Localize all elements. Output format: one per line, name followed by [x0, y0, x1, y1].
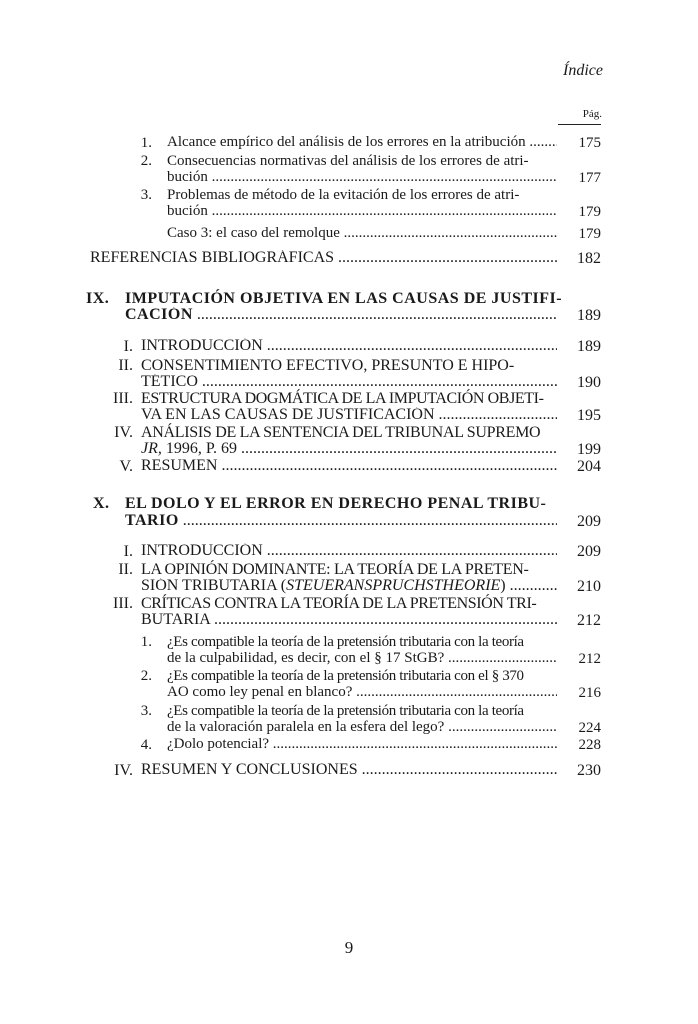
entry-label: II.: [118, 561, 133, 578]
entry-title: ¿Dolo potencial? .....: [167, 737, 557, 752]
toc-entry[interactable]: [141, 338, 557, 354]
entry-page: 195: [577, 407, 601, 424]
page-column-label: Pág.: [582, 108, 602, 120]
entry-page: 175: [578, 135, 601, 151]
entry-page: 216: [578, 685, 601, 701]
entry-label: I.: [123, 543, 133, 560]
entry-page: 177: [578, 170, 601, 186]
toc-entry[interactable]: [167, 651, 557, 666]
entry-title: ¿Es compatible la teoría de la pretensión tributaria con la teoría: [167, 634, 524, 650]
entry-page: 209: [577, 543, 601, 560]
toc-entry[interactable]: [141, 612, 557, 628]
entry-title-cont: AO como ley penal en blanco? .....: [167, 685, 557, 700]
entry-label: IV.: [114, 424, 133, 441]
page-folio: 9: [344, 938, 354, 957]
entry-page: 179: [578, 204, 601, 220]
entry-title: CRÍTICAS CONTRA LA TEORÍA DE LA PRETENSIÓN TRI-: [141, 595, 537, 612]
entry-title-cont: SIÓN TRIBUTARIA (: [141, 578, 287, 594]
toc-entry[interactable]: [141, 543, 557, 559]
entry-label: 3.: [140, 703, 152, 719]
entry-page: 189: [577, 338, 601, 355]
entry-title: CONSENTIMIENTO EFECTIVO, PRESUNTO E HIPO-: [141, 357, 515, 374]
entry-title: ANÁLISIS DE LA SENTENCIA DEL TRIBUNAL SUPREMO: [141, 424, 541, 441]
entry-page: 179: [578, 226, 601, 242]
entry-page: 199: [577, 441, 601, 458]
entry-label: III.: [113, 390, 133, 407]
entry-label: 1.: [140, 634, 152, 650]
entry-page: 224: [578, 720, 601, 736]
toc-entry[interactable]: [167, 685, 557, 700]
entry-title: REFERENCIAS BIBLIOGRÁFICAS .....: [90, 250, 557, 266]
chapter-title: IMPUTACIÓN OBJETIVA EN LAS CAUSAS DE JUSTIFI-: [125, 290, 563, 307]
toc-entry[interactable]: [141, 441, 557, 457]
entry-label: III.: [113, 595, 133, 612]
entry-title-cont: bución .....: [167, 170, 557, 185]
running-head: Índice: [563, 62, 603, 79]
toc-entry[interactable]: [167, 135, 557, 150]
entry-title: ¿Es compatible la teoría de la pretensión tributaria con el § 370: [167, 668, 524, 684]
entry-title: Alcance empírico del análisis de los errores en la atribución .....: [167, 135, 557, 150]
chapter-number: IX.: [86, 290, 110, 307]
entry-title: Problemas de método de la evitación de los errores de atri-: [167, 187, 520, 203]
entry-label: 4.: [140, 737, 152, 753]
entry-title-cont: bución .....: [167, 204, 557, 219]
entry-title-cont: BUTARIA .....: [141, 612, 557, 628]
toc-entry[interactable]: [141, 762, 557, 778]
toc-entry[interactable]: [125, 307, 557, 323]
entry-page: 212: [578, 651, 601, 667]
entry-title-cont: TÉTICO .....: [141, 374, 557, 390]
entry-label: 2.: [140, 668, 152, 684]
entry-title-cont: de la culpabilidad, es decir, con el § 17 StGB? .....: [167, 651, 557, 666]
chapter-title: EL DOLO Y EL ERROR EN DERECHO PENAL TRIBU-: [125, 495, 547, 512]
toc-entry[interactable]: [167, 720, 557, 735]
entry-page: 189: [577, 307, 601, 324]
entry-page: 204: [577, 458, 601, 475]
entry-title: Consecuencias normativas del análisis de los errores de atri-: [167, 153, 529, 169]
entry-title-cont: de la valoración paralela en la esfera del lego? .....: [167, 720, 557, 735]
entry-title: INTRODUCCIÓN .....: [141, 543, 557, 559]
chapter-number: X.: [93, 495, 110, 512]
toc-entry[interactable]: [125, 513, 557, 529]
entry-title: INTRODUCCIÓN .....: [141, 338, 557, 354]
entry-page: 182: [577, 250, 601, 267]
entry-title-italic: STEUERANSPRUCHSTHEORIE: [286, 578, 501, 594]
entry-label: IV.: [114, 762, 133, 779]
entry-title: ESTRUCTURA DOGMÁTICA DE LA IMPUTACIÓN OBJETI-: [141, 390, 544, 407]
toc-entry[interactable]: [167, 737, 557, 752]
entry-page: 210: [577, 578, 601, 595]
entry-label: 2.: [140, 153, 152, 169]
entry-title: RESUMEN .....: [141, 458, 557, 474]
entry-title: ¿Es compatible la teoría de la pretensión tributaria con la teoría: [167, 703, 524, 719]
toc-entry[interactable]: [167, 204, 557, 219]
toc-entry[interactable]: [90, 250, 557, 266]
entry-page: 190: [577, 374, 601, 391]
entry-title: RESUMEN Y CONCLUSIONES .....: [141, 762, 557, 778]
entry-label: V.: [119, 458, 133, 475]
page-column-rule: [558, 124, 601, 125]
entry-title-cont: 1996, P. 69: [161, 441, 237, 457]
entry-title: Caso 3: el caso del remolque .....: [167, 226, 557, 241]
entry-title-cont: ): [500, 578, 506, 594]
entry-label: 1.: [140, 135, 152, 151]
entry-page: 228: [578, 737, 601, 753]
entry-label: 3.: [140, 187, 152, 203]
entry-label: I.: [123, 338, 133, 355]
entry-page: 230: [577, 762, 601, 779]
entry-page: 209: [577, 513, 601, 530]
toc-entry[interactable]: [167, 170, 557, 185]
toc-entry[interactable]: [167, 226, 557, 241]
toc-entry[interactable]: [141, 458, 557, 474]
entry-label: II.: [118, 357, 133, 374]
toc-entry[interactable]: [141, 374, 557, 390]
chapter-title-cont: CACIÓN: [125, 307, 193, 323]
chapter-title-cont: TARIO: [125, 513, 179, 529]
toc-entry[interactable]: [141, 407, 557, 423]
entry-page: 212: [577, 612, 601, 629]
entry-title: LA OPINIÓN DOMINANTE: LA TEORÍA DE LA PRETEN-: [141, 561, 529, 578]
entry-title-italic: JR,: [141, 441, 162, 457]
toc-entry[interactable]: [141, 578, 557, 594]
entry-title-cont: VA EN LAS CAUSAS DE JUSTIFICACIÓN .....: [141, 407, 557, 423]
